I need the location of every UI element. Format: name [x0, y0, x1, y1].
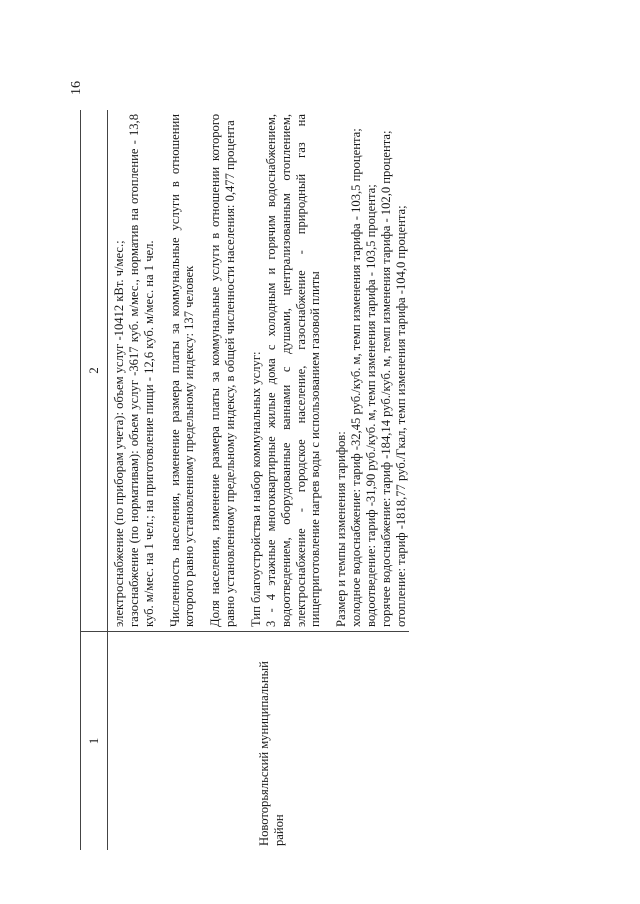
text-line: холодное водоснабжение: тариф -32,45 руб./куб. м, темп изменения тарифа - 103,5 процента; — [349, 128, 364, 627]
tariff-table — [80, 110, 409, 850]
text-line: водоотведение: тариф -31,90 руб./куб. м, темп изменения тарифа - 103,5 процента; — [364, 184, 379, 627]
district-name: Новоторьяльский муниципальный район — [257, 661, 286, 846]
header-col-2: 2 — [81, 110, 108, 632]
text-line: отопление: тариф -1818,77 руб./Гкал, темп изменения тарифа -104,0 процента; — [393, 205, 408, 627]
col2-block-1 — [249, 110, 409, 632]
text-line: Размер и темпы изменения тарифов: — [334, 431, 349, 627]
header-col-1: 1 — [81, 632, 108, 851]
page-number: 16 — [69, 81, 84, 95]
text-line: Численность населения, изменение размера платы за коммунальные услуги в отношении которого равно установленному предельному индексу: 137 человек — [167, 114, 197, 627]
text-line: газоснабжение (по нормативам): объем услуг -3617 куб. м/мес., норматив на отопление - 13,8 куб. м/мес. на 1 чел.; на приготовление пищи - 12,6 куб. м/мес. на 1 чел. — [126, 114, 156, 627]
text-line: 3 - 4 этажные многоквартирные жилые дома с холодным и горячим водоснабжением, водоотведением, оборудованные ваннами с душами, централизованным отоплением, электроснабжение - городское население, газоснабжение - природный газ на пищеприготовление нагрев воды с использованием газовой плиты — [263, 114, 323, 627]
table-row — [108, 110, 250, 850]
text-line: электроснабжение (по приборам учета): объем услуг -10412 кВт. ч/мес.; — [112, 240, 126, 627]
rotated-table-sheet — [80, 110, 560, 850]
text-line: Тип благоустройства и набор коммунальных услуг: — [249, 351, 264, 627]
text-line: горячее водоснабжение: тариф -184,14 руб./куб. м, темп изменения тарифа - 102,0 процента; — [378, 130, 393, 627]
table-header-row — [81, 110, 108, 850]
table-row — [249, 110, 409, 850]
col2-block-0 — [108, 110, 250, 632]
text-line: Доля населения, изменение размера платы за коммунальные услуги в отношении которого равно установленному предельному индексу, в общей численности населения: 0,477 процента — [208, 114, 238, 627]
